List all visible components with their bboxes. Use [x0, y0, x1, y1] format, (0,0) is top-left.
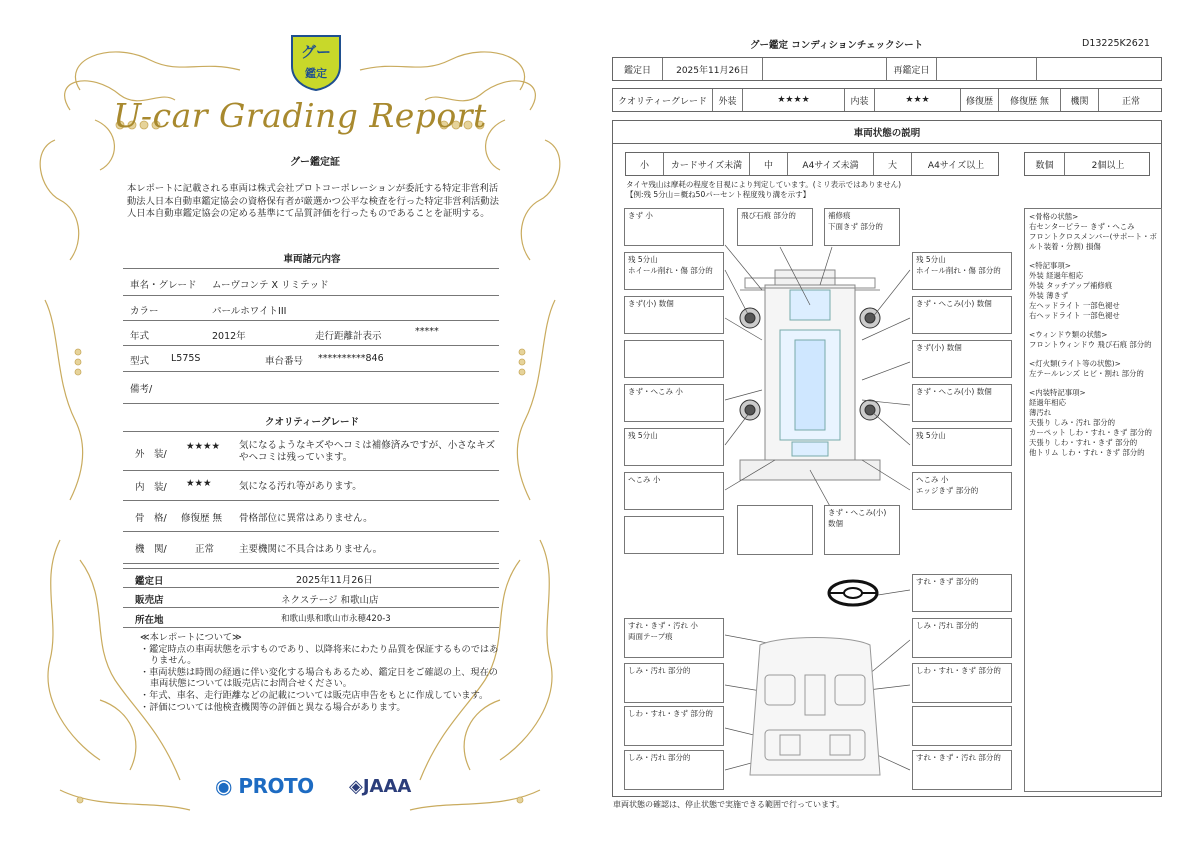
sheet-date-value: 2025年11月26日: [663, 58, 763, 80]
sheet-title: グー鑑定 コンディションチェックシート: [750, 40, 924, 51]
year-value: 2012年: [212, 331, 246, 342]
damage-box-front-bumper: [824, 208, 900, 246]
quality-ext-comment: 気になるようなキズやヘコミは補修済みですが、小さなキズやヘコミは残っています。: [239, 440, 496, 463]
jaaa-logo: ◈JAAA: [349, 776, 412, 797]
notes-line: 経過年相応: [1029, 398, 1066, 407]
vehicle-heading: 車両諸元内容: [283, 254, 341, 265]
damage-box-left-rear-door: [624, 384, 724, 422]
damage-text: エッジきず 部分的: [916, 485, 979, 495]
sheet-repair-label: 修復歴: [961, 89, 999, 111]
damage-box-rear-left: [624, 472, 724, 510]
damage-box-right-rear-door: [912, 384, 1012, 422]
year-row: [123, 321, 499, 346]
quality-heading: クオリティーグレード: [264, 417, 360, 428]
damage-text: きず・へこみ(小) 数個: [828, 508, 887, 528]
redate-value: [937, 58, 1037, 80]
damage-box-rear-bumper: [824, 505, 900, 555]
model-row: [123, 346, 499, 372]
damage-text: きず・へこみ(小) 数個: [916, 387, 992, 396]
explanation-title: 車両状態の説明: [612, 120, 1162, 144]
notes-line: 外装 薄きず: [1029, 291, 1069, 300]
jaaa-logo-text: JAAA: [362, 776, 412, 797]
goo-kantei-badge: [288, 32, 344, 92]
footer-logos: [215, 770, 415, 800]
notes-line: カーペット しわ・すれ・きず 部分的: [1029, 428, 1152, 437]
condition-check-sheet: [600, 0, 1200, 848]
quality-int-comment: 気になる汚れ等があります。: [239, 481, 362, 492]
size-large-desc: A4サイズ以上: [927, 160, 985, 171]
damage-text: へこみ 小: [628, 475, 661, 484]
appraisal-date-value: 2025年11月26日: [296, 575, 373, 586]
badge-top-text: グー: [300, 43, 332, 61]
mileage-label: 走行距離計表示: [315, 331, 382, 342]
damage-box-windshield: [737, 208, 813, 246]
damage-text: 補修痕: [828, 211, 851, 220]
exterior-car-diagram: [720, 250, 900, 520]
notes-group-head: <骨格の状態>: [1029, 212, 1079, 221]
quality-row-exterior: [123, 431, 499, 471]
size-small-desc: カードサイズ未満: [664, 153, 750, 175]
damage-text: すれ・きず 部分的: [916, 577, 979, 586]
interior-box-rear-right: [912, 750, 1012, 790]
sheet-repair-value: 修復歴 無: [999, 89, 1061, 111]
report-notes: [140, 632, 500, 713]
color-row: [123, 296, 499, 321]
damage-text: 飛び石痕 部分的: [741, 211, 796, 220]
sheet-quality-label: クオリティーグレード: [613, 89, 713, 111]
damage-text: ホイール削れ・傷 部分的: [916, 265, 1001, 275]
footer-note: 車両状態の確認は、停止状態で実施できる範囲で行っています。: [613, 800, 845, 809]
damage-text: しみ・汚れ 部分的: [916, 621, 979, 630]
model-label: 型式: [130, 356, 150, 367]
notes-group-window: [1029, 330, 1157, 350]
damage-text: きず 小: [628, 211, 653, 220]
damage-box-right-fender: [912, 296, 1012, 334]
badge-bottom-text: 鑑定: [305, 67, 327, 80]
interior-box-left-rear: [624, 706, 724, 746]
interior-box-steering: [912, 574, 1012, 612]
shop-label: 販売店: [135, 595, 164, 606]
year-label: 年式: [130, 331, 150, 342]
mileage-value: *****: [415, 326, 439, 337]
notes-line: 右センターピラー きず・へこみ: [1029, 222, 1135, 231]
notes-group-interior: [1029, 388, 1157, 458]
size-legend: [625, 152, 999, 176]
condition-notes-panel: [1024, 208, 1162, 792]
note-item: ・年式、車名、走行距離などの記載については販売店申告をもとに作成しています。: [140, 689, 489, 701]
quality-grade-table: [612, 88, 1162, 112]
vehicle-name-label: 車名・グレード: [130, 280, 197, 291]
steering-wheel-icon: [825, 578, 881, 608]
damage-box-rear-bumper-left: [624, 516, 724, 554]
vehicle-name-value: ムーヴコンテ X リミテッド: [212, 280, 329, 291]
sheet-empty-cell: [763, 58, 887, 80]
shop-value: ネクステージ 和歌山店: [281, 595, 379, 606]
notes-line: 右ヘッドライト 一部色褪せ: [1029, 311, 1120, 320]
proto-logo: ◉ PROTO: [215, 774, 314, 798]
notes-line: フロントクロスメンバー(サポート・ボルト装着・分割) 損傷: [1029, 232, 1157, 251]
appraisal-date-row: [123, 568, 499, 588]
notes-line: 天張り しわ・すれ・きず 部分的: [1029, 438, 1138, 447]
notes-group-special: [1029, 261, 1157, 321]
notes-group-head: <特記事項>: [1029, 261, 1071, 270]
damage-text: 残 5分山: [628, 431, 658, 440]
vehicle-name-row: [123, 268, 499, 296]
damage-box-front-left-tire: [624, 252, 724, 290]
sheet-int-label: 内装: [845, 89, 875, 111]
redate-label: 再鑑定日: [887, 58, 937, 80]
damage-text: きず(小) 数個: [916, 343, 962, 352]
size-mid-label: 中: [750, 153, 788, 175]
interior-box-left-seat: [624, 663, 724, 703]
damage-text: 残 5分山: [628, 255, 658, 264]
damage-box-left-front-door: [624, 340, 724, 378]
damage-box-rear-right-tire: [912, 428, 1012, 466]
chassis-value: **********846: [318, 353, 384, 364]
report-title: U-car Grading Report: [113, 96, 487, 135]
quality-row-engine: [123, 532, 499, 564]
notes-row: [123, 372, 499, 404]
sheet-date-label: 鑑定日: [613, 58, 663, 80]
quality-engine-label: 機 関/: [135, 544, 167, 555]
document-id: D13225K2621: [1082, 38, 1150, 49]
interior-box-front-left: [624, 618, 724, 658]
size-mid-desc: A4サイズ未満: [788, 153, 874, 175]
shop-row: [123, 588, 499, 608]
damage-text: 残 5分山: [916, 431, 946, 440]
quality-ext-label: 外 装/: [135, 449, 167, 460]
damage-text: すれ・きず・汚れ 部分的: [916, 753, 1001, 762]
quality-frame-grade: 修復歴 無: [181, 513, 223, 524]
damage-box-front-right-tire: [912, 252, 1012, 290]
certificate-title: グー鑑定証: [290, 157, 340, 168]
notes-heading: ≪本レポートについて≫: [140, 632, 242, 643]
damage-text: きず(小) 数個: [628, 299, 674, 308]
quality-engine-grade: 正常: [195, 544, 215, 555]
quality-int-grade: ★★★: [186, 478, 212, 489]
notes-line: フロントウィンドウ 飛び石痕 部分的: [1029, 340, 1152, 349]
damage-text: きず・へこみ 小: [628, 387, 683, 396]
notes-group-head: <ウィンドウ類の状態>: [1029, 330, 1108, 339]
quality-row-frame: [123, 501, 499, 532]
notes-line: 外装 経過年相応: [1029, 271, 1084, 280]
interior-box-rear-left: [624, 750, 724, 790]
notes-label: 備考/: [130, 384, 153, 395]
interior-box-right-rear: [912, 706, 1012, 746]
size-small-label: 小: [626, 153, 664, 175]
size-large-label: 大: [874, 153, 912, 175]
proto-logo-text: PROTO: [238, 774, 314, 798]
notes-group-frame: [1029, 212, 1157, 252]
color-value: パールホワイトIII: [212, 306, 287, 317]
sheet-ext-value: ★★★★: [743, 89, 845, 111]
sheet-ext-label: 外装: [713, 89, 743, 111]
interior-box-front-right: [912, 618, 1012, 658]
count-legend: [1024, 152, 1150, 176]
notes-line: 薄汚れ: [1029, 408, 1052, 417]
appraisal-date-label: 鑑定日: [135, 576, 164, 587]
damage-text: へこみ 小: [916, 475, 949, 484]
model-value: L575S: [171, 353, 201, 364]
chassis-label: 車台番号: [265, 356, 304, 367]
quality-int-label: 内 装/: [135, 482, 167, 493]
damage-text: 両面テープ痕: [628, 631, 673, 641]
sheet-int-value: ★★★: [875, 89, 961, 111]
notes-group-head: <内装特記事項>: [1029, 388, 1086, 397]
damage-text: しみ・汚れ 部分的: [628, 753, 691, 762]
count-label: 数個: [1025, 153, 1065, 175]
damage-text: すれ・きず・汚れ 小: [628, 621, 698, 630]
quality-ext-grade: ★★★★: [186, 441, 221, 452]
damage-box-front-left: [624, 208, 724, 246]
color-label: カラー: [130, 306, 159, 317]
sheet-empty-cell: [1037, 58, 1163, 80]
notes-group-lights: [1029, 359, 1157, 379]
notes-line: 天張り しみ・汚れ 部分的: [1029, 418, 1115, 427]
note-item: ・鑑定時点の車両状態を示すものであり、以降将来にわたり品質を保証するものではありません。: [140, 643, 499, 667]
address-value: 和歌山県和歌山市永穂420-3: [281, 614, 391, 624]
damage-text: ホイール削れ・傷 部分的: [628, 265, 713, 275]
damage-text: しわ・すれ・きず 部分的: [628, 709, 713, 718]
sheet-engine-label: 機関: [1061, 89, 1099, 111]
sheet-engine-value: 正常: [1121, 96, 1140, 107]
address-label: 所在地: [135, 615, 164, 626]
interior-diagram: [740, 635, 890, 785]
damage-box-right-front-door: [912, 340, 1012, 378]
notes-line: 他トリム しわ・すれ・きず 部分的: [1029, 448, 1145, 457]
damage-text: しみ・汚れ 部分的: [628, 666, 691, 675]
damage-box-left-fender: [624, 296, 724, 334]
damage-text: 下面きず 部分的: [828, 221, 883, 231]
note-item: ・車両状態は時間の経過に伴い変化する場合もあるため、鑑定日をご確認の上、現在の車両状態については販売店にお問合せください。: [140, 666, 498, 690]
quality-row-interior: [123, 471, 499, 501]
notes-line: 外装 タッチアップ補修痕: [1029, 281, 1113, 290]
interior-box-right-seat: [912, 663, 1012, 703]
tire-note: タイヤ残山は摩耗の程度を目視により判定しています。(ミリ表示ではありません): [626, 180, 902, 189]
damage-box-tail-gate: [737, 505, 813, 555]
quality-engine-comment: 主要機関に不具合はありません。: [239, 544, 383, 555]
quality-frame-label: 骨 格/: [135, 513, 167, 524]
address-row: [123, 608, 499, 628]
damage-box-rear-right: [912, 472, 1012, 510]
count-desc: 2個以上: [1091, 160, 1125, 171]
damage-text: きず・へこみ(小) 数個: [916, 299, 992, 308]
note-item: ・評価については他検査機関等の評価と異なる場合があります。: [140, 701, 406, 713]
notes-line: 左テールレンズ ヒビ・割れ 部分的: [1029, 369, 1144, 378]
notes-line: 左ヘッドライト 一部色褪せ: [1029, 301, 1120, 310]
tire-note-example: 【例:残 5分山＝概ね50パーセント程度残り溝を示す】: [626, 190, 811, 199]
quality-frame-comment: 骨格部位に異常はありません。: [239, 513, 373, 524]
damage-text: 残 5分山: [916, 255, 946, 264]
damage-box-rear-left-tire: [624, 428, 724, 466]
certificate-text: 本レポートに記載される車両は株式会社プロトコーポレーションが委託する特定非営利活動法人日本自動車鑑定協会の資格保有者が厳選かつ公平な検査を行った特定非営利活動法人日本自動車鑑定協会の定める基準にて品質評価を行ったものであることを証明する。: [127, 183, 499, 219]
notes-group-head: <灯火類(ライト等の状態)>: [1029, 359, 1121, 368]
appraisal-date-table: [612, 57, 1162, 81]
damage-text: しわ・すれ・きず 部分的: [916, 666, 1001, 675]
